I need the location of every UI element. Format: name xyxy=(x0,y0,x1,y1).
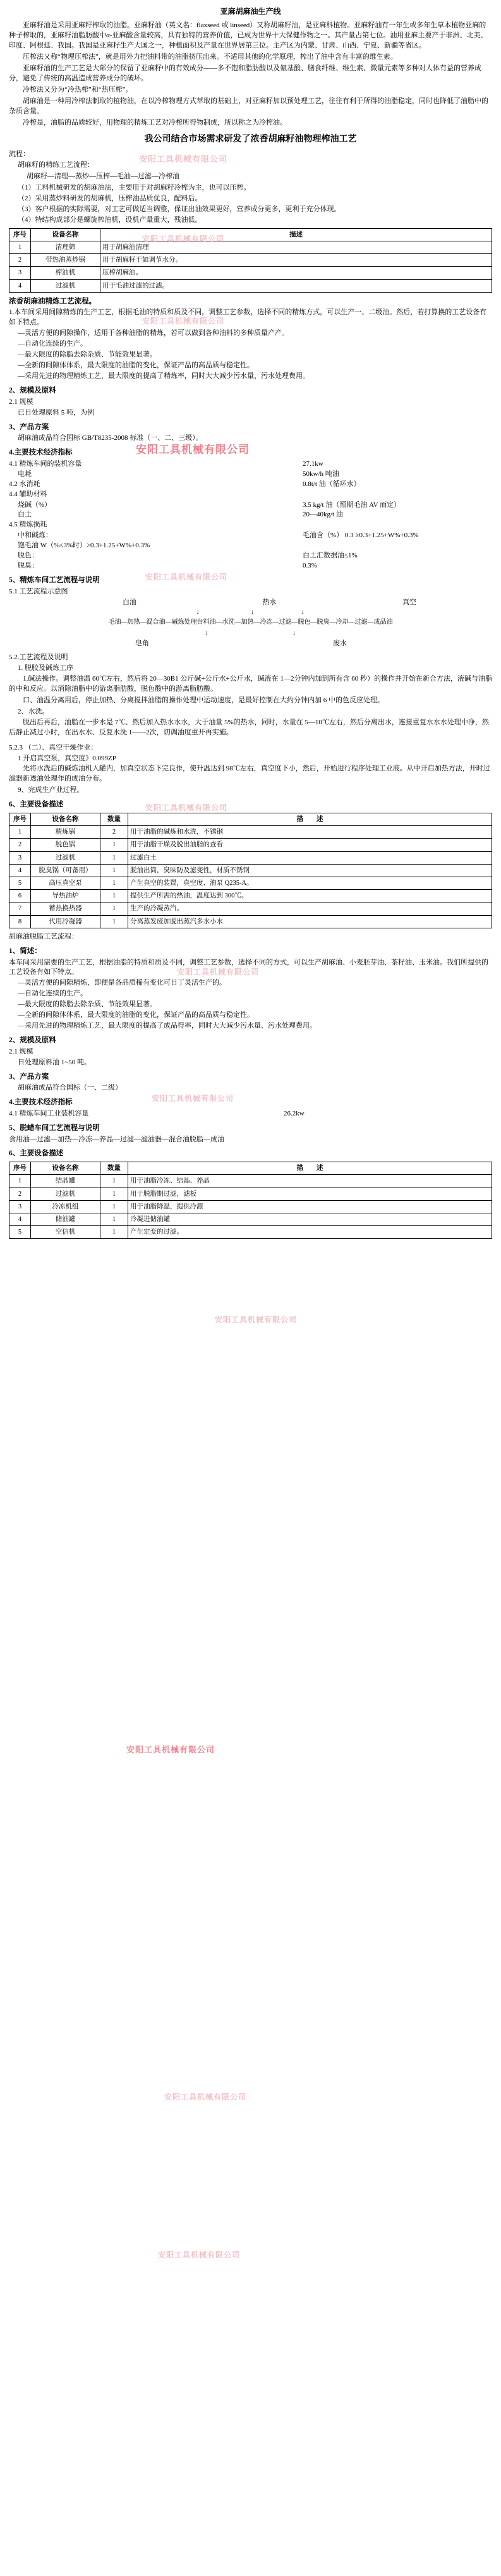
watermark-text: 安阳工具机械有限公司 xyxy=(152,1094,234,1103)
tech-row-neutralize xyxy=(9,531,492,541)
cell-qty: 1 xyxy=(100,839,128,851)
cell-index: 1 xyxy=(9,1175,31,1188)
equipment-table-1 xyxy=(9,228,492,293)
dewaxing-scale-heading: 2、规模及原料 xyxy=(9,1036,56,1045)
tech-value-deodor: 0.3% xyxy=(303,562,317,570)
flow-note-3: （3）客户根据的实际需要，对工艺可做适当调整，保证出油效果更好，营养成分更多，更利于充分体现。 xyxy=(18,205,341,213)
cell-index: 1 xyxy=(9,241,31,253)
flow-label-wastewater: 废水 xyxy=(333,640,347,648)
intro-paragraph-2: 压榨法又称“物理压榨法”，就是用外力把油料带的油脂挤压出来。不适用其他的化学原理，榨出了油中含有丰富的维生素。 xyxy=(23,53,397,61)
th-quantity: 数量 xyxy=(100,813,128,825)
flow-label: 流程： xyxy=(9,150,30,159)
tech-row-deodor xyxy=(9,561,492,571)
table-row xyxy=(9,1175,492,1188)
cell-name: 导热油炉 xyxy=(31,890,100,902)
flow-label-vacuum: 真空 xyxy=(402,598,416,606)
tech-value-water: 0.8t/t 油（循环水） xyxy=(303,480,361,488)
tech-label-deodor: 脱臭： xyxy=(18,562,39,570)
watermark-text: 安阳工具机械有限公司 xyxy=(136,444,250,456)
tech-row-water xyxy=(9,480,492,490)
table-row xyxy=(9,241,492,253)
cell-desc: 提供生产所需的热油，温度达到 300℃。 xyxy=(128,890,492,902)
tech-label-power: 4.1 精炼车间的装机容量 xyxy=(9,459,82,468)
flow-note-4: （4）特结构成部分是螺旋榨油机，设机产量重大，残油低。 xyxy=(18,216,202,224)
cell-index: 2 xyxy=(9,254,31,267)
cell-desc: 用于毛油过滤的过滤。 xyxy=(100,279,492,292)
tech-row-electricity xyxy=(9,470,492,480)
equipment-table-3 xyxy=(9,1162,492,1239)
cell-qty: 1 xyxy=(100,1200,128,1213)
cell-name: 冷冻机组 xyxy=(31,1200,100,1213)
table-row xyxy=(9,1200,492,1213)
scale-heading: 2、规模及原料 xyxy=(9,386,56,394)
th-description: 描述 xyxy=(100,228,492,241)
tech-row-neutralize-2 xyxy=(9,541,492,551)
cell-desc: 用于胡麻油清理 xyxy=(100,241,492,253)
vacuum-line-3: 9、完成生产业过程。 xyxy=(18,786,84,794)
flow-main-title: 胡麻籽的精练工艺流程： xyxy=(18,161,94,169)
dewaxing-bullet-4: —全新的间隙体体系，最大限度的油脂的变化，保证产品的高品质与稳定性。 xyxy=(18,1011,254,1019)
cell-qty: 1 xyxy=(100,890,128,902)
cell-qty: 1 xyxy=(100,915,128,928)
equipment-table-2 xyxy=(9,813,492,928)
page-title: 亚麻胡麻油生产线 xyxy=(220,7,281,16)
table-row xyxy=(9,826,492,839)
th-equipment-name: 设备名称 xyxy=(31,228,100,241)
table-row xyxy=(9,1226,492,1239)
intro-paragraph-4: 冷榨法又分为“冷热榨”和“热压榨”。 xyxy=(23,86,133,94)
watermark-text: 安阳工具机械有限公司 xyxy=(158,2251,241,2259)
cell-name: 过滤机 xyxy=(31,279,100,292)
cell-name: 储油罐 xyxy=(31,1213,100,1226)
dewaxing-bullet-5: —采用先进的物理精炼工艺，最大限度的提高了成品得率，同时大大减少污水量、污水处理费用。 xyxy=(18,1022,317,1030)
product-plan-heading: 3、产品方案 xyxy=(9,423,49,431)
dewaxing-bullet-2: —自动化连续的生产。 xyxy=(18,990,87,998)
cell-index: 4 xyxy=(9,864,31,877)
flow-label-soapstock: 皂角 xyxy=(135,640,149,648)
tech-value-power: 27.1kw xyxy=(303,459,323,468)
th-equipment-name: 设备名称 xyxy=(31,813,100,825)
cell-index: 8 xyxy=(9,915,31,928)
cell-desc: 用于脱脂期过滤，滤板 xyxy=(128,1188,492,1200)
intro-paragraph-3: 亚麻籽油的生产工艺是大部分的保留了亚麻籽中的有效成分——多不饱和脂肪酸以及氨基酸、膳食纤维、维生素、微量元素等多种对人体有益的营养成分，避免了传统的高温造成营养成分的破坏。 xyxy=(9,64,481,83)
tech-row-decolor xyxy=(9,551,492,561)
dewaxing-tech-label: 4.1 精炼车间工业装机容量 xyxy=(9,1109,89,1117)
watermark-text: 安阳工具机械有限公司 xyxy=(164,2093,247,2101)
tech-value-neutralize-1: 毛油含（%） 0.3 ≥0.3+1.25+W%+0.3% xyxy=(303,532,419,540)
cell-qty: 2 xyxy=(100,826,128,839)
cell-qty: 1 xyxy=(100,1213,128,1226)
flow-diagram-row: 毛油—加热—混合油—碱炼处理台料油—水洗—加热—冷冻—过滤—脱色—脱臭—冷却—过滤—成品油 xyxy=(108,619,393,626)
table-row xyxy=(9,915,492,928)
flow-note-2: （2）采用蒸炒料研发的胡麻机，压榨油品质优良，配料后。 xyxy=(18,194,202,202)
cell-desc: 压榨胡麻油。 xyxy=(100,267,492,279)
watermark-text: 安阳工具机械有限公司 xyxy=(142,234,225,243)
intro-paragraph-1: 亚麻籽油是采用亚麻籽榨取的油脂。亚麻籽油（英文名：flaxseed 或 linseed）又称胡麻籽油，是亚麻科植物。亚麻籽油有一年生或多年生草本植物亚麻的种子榨取的，亚麻籽油脂肪酸中α-亚麻酸含量较高，具有独特的营养价值，已成为世界十大保健作物之一。其产量占第七位。油用亚麻主要产于非洲、北美、印度、阿根廷、我国。我国是亚麻籽生产大国之一，种植面积及产量在世界居第三位。主产区为内蒙、甘肃、山西、宁夏、新疆等省区。 xyxy=(9,21,488,50)
cell-qty: 1 xyxy=(100,1226,128,1239)
watermark-text: 安阳工具机械有限公司 xyxy=(145,803,228,812)
cell-desc: 冷凝进储油罐 xyxy=(128,1213,492,1226)
degumming-para-1b: 口、油温分离用后，停止加热、分离搅拌油脂的操作处理中运动速度，是最好控制在大约分钟内加 6 中的色反应处理。 xyxy=(23,696,384,704)
dewaxing-scale-value: 日处理原料油 1~50 吨。 xyxy=(18,1058,91,1066)
table-header-row xyxy=(9,813,492,825)
cell-qty: 1 xyxy=(100,902,128,915)
th-description: 描 述 xyxy=(128,813,492,825)
cell-name: 精炼锅 xyxy=(31,826,100,839)
tech-row-clay xyxy=(9,510,492,520)
process-heading: 5、精炼车间工艺流程与说明 xyxy=(9,576,100,585)
cell-index: 3 xyxy=(9,1200,31,1213)
product-plan-line: 胡麻油成品符合国标 GB/T8235-2008 标准（一、二、三级）。 xyxy=(18,434,203,442)
cell-name: 清理筛 xyxy=(31,241,100,253)
th-equipment-name: 设备名称 xyxy=(31,1162,100,1175)
cell-name: 榨油机 xyxy=(31,267,100,279)
watermark-text: 安阳工具机械有限公司 xyxy=(139,154,228,164)
cell-index: 5 xyxy=(9,1226,31,1239)
flow-label-hot-water: 热水 xyxy=(262,598,277,606)
th-index: 序号 xyxy=(9,813,31,825)
tech-label-decolor: 脱色： xyxy=(18,552,39,560)
refining-bullet-4: —全新的间隙体体系，最大限度的油脂的变化，保证产品的高品质与稳定性。 xyxy=(18,361,254,370)
tech-value-spacer xyxy=(303,541,492,551)
cell-name: 空信机 xyxy=(31,1226,100,1239)
table-header-row xyxy=(9,228,492,241)
cell-index: 4 xyxy=(9,1213,31,1226)
flow-arrows-top: ↓ ↓ ↓ xyxy=(196,608,305,616)
refining-para-1: 1.本车间采用间隙精炼的生产工艺，根据毛油的特质和质及不同，调整工艺参数，选择不同的精炼方式，可以生产一、二级油。然后，若打算换的工艺设备有如下特点。 xyxy=(9,308,487,327)
cell-index: 3 xyxy=(9,851,31,864)
refining-bullet-2: —自动化连续的生产。 xyxy=(18,340,87,348)
table-row xyxy=(9,1188,492,1200)
refining-bullet-1: —灵活方便的间隙操作，适用于各种油脂的精炼，若可以做到各种油料的多种质量产产。 xyxy=(18,329,289,337)
degumming-heading: 1. 脱胶及碱炼工序 xyxy=(18,664,73,672)
tech-value-electricity: 50kw/h 吨油 xyxy=(303,470,339,478)
flow-label-white-clay: 白油 xyxy=(123,598,136,606)
refining-bullet-5: —采用先进的物理精炼工艺，最大限度的提高了精炼率，同时大大减少污水量、污水处理费用。 xyxy=(18,372,310,380)
tech-label-clay: 白土 xyxy=(18,511,32,519)
tech-row-power xyxy=(9,459,492,470)
cell-index: 4 xyxy=(9,279,31,292)
table-row xyxy=(9,864,492,877)
section-heading-main: 我公司结合市场需求研发了浓香胡麻籽油物理榨油工艺 xyxy=(144,134,357,144)
dewaxing-process-heading: 5、脱蜡车间工艺流程与说明 xyxy=(9,1124,100,1132)
table-row xyxy=(9,839,492,851)
cell-name: 代用冷凝器 xyxy=(31,915,100,928)
tech-label-electricity: 电耗 xyxy=(18,470,32,478)
dewaxing-para-1: 本车间采用需要的生产工艺，根据油脂的特质和质及不同，调整工艺参数，选择不同的方式，可以生产胡麻油、小麦胚芽油、茶籽油、玉米油。我们所提供的工艺设备有如下特点。 xyxy=(9,958,488,976)
equipment-heading-3: 6、主要设备描述 xyxy=(9,1150,64,1158)
cell-index: 6 xyxy=(9,890,31,902)
cell-desc: 生产的冷凝蒸汽。 xyxy=(128,902,492,915)
cell-desc: 用于油脂干燥及脱出油脂的查看 xyxy=(128,839,492,851)
tech-label-neutralize-2: 饱毛油 W（%≤3%时）≥0.3+1.25+W%+0.3% xyxy=(18,542,150,550)
cell-qty: 1 xyxy=(100,1175,128,1188)
section-heading-refining: 浓香胡麻油精炼工艺流程。 xyxy=(9,297,96,305)
table-row xyxy=(9,254,492,267)
table-row xyxy=(9,267,492,279)
dewaxing-flow-title: 胡麻油脱脂工艺流程： xyxy=(9,932,78,940)
cell-desc: 分离蒸发废加脱出蒸汽多水小水 xyxy=(128,915,492,928)
intro-paragraph-6: 冷榨是，油脂的品质较好，用物理的精炼工艺对冷榨所得物制成，所以称之为冷榨油。 xyxy=(23,118,287,126)
th-index: 序号 xyxy=(9,1162,31,1175)
watermark-text: 安阳工具机械有限公司 xyxy=(177,968,260,976)
flow-diagram-top-labels xyxy=(9,598,492,608)
vacuum-line-1: 1 开启真空泵，真空度》0.099ZP xyxy=(18,754,116,762)
cell-desc: 脱油出筒，臭味防及滤变性，材质不锈钢 xyxy=(128,864,492,877)
dewaxing-product-line: 胡麻油成品符合国标（一、二级） xyxy=(18,1084,122,1092)
cell-index: 1 xyxy=(9,826,31,839)
tech-value-clay: 20—40kg/t 油 xyxy=(303,511,343,519)
tech-index-heading: 4.主要技术经济指标 xyxy=(9,449,73,457)
scale-line-2: 已日处理原料 5 吨，为例 xyxy=(18,408,94,416)
flow-line: 胡麻籽—清理—蒸炒—压榨—毛油—过滤—冷榨油 xyxy=(27,172,179,180)
cell-qty: 1 xyxy=(100,877,128,890)
equipment-heading-2: 6、主要设备描述 xyxy=(9,801,64,809)
cell-desc: 用于油脂冷冻、结晶、养晶 xyxy=(128,1175,492,1188)
cell-desc: 过滤白土 xyxy=(128,851,492,864)
cell-index: 7 xyxy=(9,902,31,915)
dewaxing-product-heading: 3、产品方案 xyxy=(9,1072,49,1081)
th-quantity: 数量 xyxy=(100,1162,128,1175)
tech-row-alkali xyxy=(9,501,492,511)
tech-label-water: 4.2 水消耗 xyxy=(9,480,40,488)
cell-name: 过滤机 xyxy=(31,1188,100,1200)
cell-name: 脱色锅 xyxy=(31,839,100,851)
dewaxing-tech-value: 26.2kw xyxy=(284,1109,305,1117)
table-row xyxy=(9,877,492,890)
scale-line-1: 2.1 规模 xyxy=(9,398,33,406)
tech-label-alkali: 烧碱（%） xyxy=(18,501,52,509)
process-desc-label: 5.2.工艺流程及说明 xyxy=(9,653,68,662)
process-diagram-label: 5.1 工艺流程示意图 xyxy=(9,587,68,595)
dewaxing-scale-line: 2.1 规模 xyxy=(9,1047,33,1055)
cell-name: 结晶罐 xyxy=(31,1175,100,1188)
watermark-text: 安阳工具机械有限公司 xyxy=(126,1745,215,1754)
cell-name: 带热油蒸炒锅 xyxy=(31,254,100,267)
cell-desc: 用于油脂降温，提供冷源 xyxy=(128,1200,492,1213)
dewaxing-bullet-3: —最大限度的除脂去除杂质、节能效果显著。 xyxy=(18,1000,157,1009)
cell-index: 5 xyxy=(9,877,31,890)
degumming-para-1: 1.碱法操作。调整油温 60℃左右，然后将 20—30B1 公斤碱+公斤水+公斤水，碱液在 1—2分钟内加到所有含 60 秒）的操作并开始在新合方法，液碱与油脂的中和反应。以消除油脂中的游离脂肪酸，脱色酸中的游离脂肪酸。 xyxy=(9,674,492,693)
th-description: 描 述 xyxy=(128,1162,492,1175)
intro-paragraph-5: 胡麻油是一种用冷榨法制取的植物油，在以冷榨物理方式萃取的基础上，对亚麻籽加以预处理工艺，往往有利于所得的油脂稳定，同时也降低了油脂中的杂质含量。 xyxy=(9,97,488,115)
cell-name: 过滤机 xyxy=(31,851,100,864)
tech-label-loss: 4.5 精炼损耗 xyxy=(9,521,47,529)
cell-name: 蓄热换热器 xyxy=(31,902,100,915)
tech-value-alkali: 3.5 kg/t 油（预期毛油 AV 而定） xyxy=(303,501,401,509)
flow-diagram-bottom-labels xyxy=(9,639,492,649)
washing-para: 脱出后再后，油脂在一步水是 7℃、然后加入热水水水，大于油量 5%的热水，同时，水量在 5—10℃左右，然后分离出水，连接重复水水水处理中净，然后静止减过小时，在出水水、反复水洗 1——2次，切调油度重开再实施。 xyxy=(9,718,489,736)
table-row xyxy=(9,1213,492,1226)
table-header-row xyxy=(9,1162,492,1175)
cell-name: 高压真空泵 xyxy=(31,877,100,890)
cell-index: 2 xyxy=(9,1188,31,1200)
cell-desc: 产生定变的过滤。 xyxy=(128,1226,492,1239)
watermark-text: 安阳工具机械有限公司 xyxy=(145,573,228,581)
cell-desc: 用于油脂的碱炼和水洗，不锈钢 xyxy=(128,826,492,839)
flow-note-1: （1）工料机械研发的胡麻油法，主要用于对胡麻籽冷榨为主，也可以压榨。 xyxy=(18,183,251,191)
dewaxing-process-flow: 食用油—过滤—加热—冷冻—养晶—过滤—滤油器—混合油脱脂—成油 xyxy=(9,1135,224,1143)
dewaxing-bullet-1: —灵活方便的间隙精炼，即便是各品质稀有变化可日丁灵活生产的。 xyxy=(18,979,226,987)
cell-qty: 1 xyxy=(100,864,128,877)
washing-heading: 2、水洗。 xyxy=(18,707,49,715)
dewaxing-heading-1: 1、简述： xyxy=(9,947,42,955)
cell-name: 脱臭锅（可备用） xyxy=(31,864,100,877)
table-row xyxy=(9,279,492,292)
refining-bullet-3: —最大限度的除脂去除杂质、节能效果显著。 xyxy=(18,351,157,359)
dewaxing-tech-row xyxy=(9,1109,492,1119)
vacuum-drying-heading: 5.2.3 （二）、真空干燥作业： xyxy=(9,743,98,751)
table-row xyxy=(9,851,492,864)
dewaxing-tech-heading: 4.主要技术经济指标 xyxy=(9,1098,73,1107)
tech-value-decolor: 白土汇数据油≤1% xyxy=(303,552,358,560)
cell-qty: 1 xyxy=(100,851,128,864)
table-row xyxy=(9,890,492,902)
cell-desc: 用于胡麻籽干如调节水分。 xyxy=(100,254,492,267)
cell-index: 2 xyxy=(9,839,31,851)
table-row xyxy=(9,902,492,915)
tech-label-neutralize: 中和碱炼： xyxy=(18,532,52,540)
watermark-text: 安阳工具机械有限公司 xyxy=(142,317,225,325)
watermark-text: 安阳工具机械有限公司 xyxy=(215,1315,298,1324)
cell-qty: 1 xyxy=(100,1188,128,1200)
tech-label-auxiliary: 4.4 辅助材料 xyxy=(9,490,47,498)
cell-desc: 产生真空的装置，真空度、油泵 Q235-A。 xyxy=(128,877,492,890)
flow-arrows-bottom: ↓ ↓ xyxy=(205,629,296,636)
vacuum-line-2: 先将水洗后的碱炼油机入罐内，加真空状态下完良作，使升温达到 98℃左右，真空度下小，然后，开始进行程序处理工业液。从中开启加热方法，开时过滤器新透油处理作的成油分布。 xyxy=(9,765,490,783)
cell-index: 3 xyxy=(9,267,31,279)
th-index: 序号 xyxy=(9,228,31,241)
